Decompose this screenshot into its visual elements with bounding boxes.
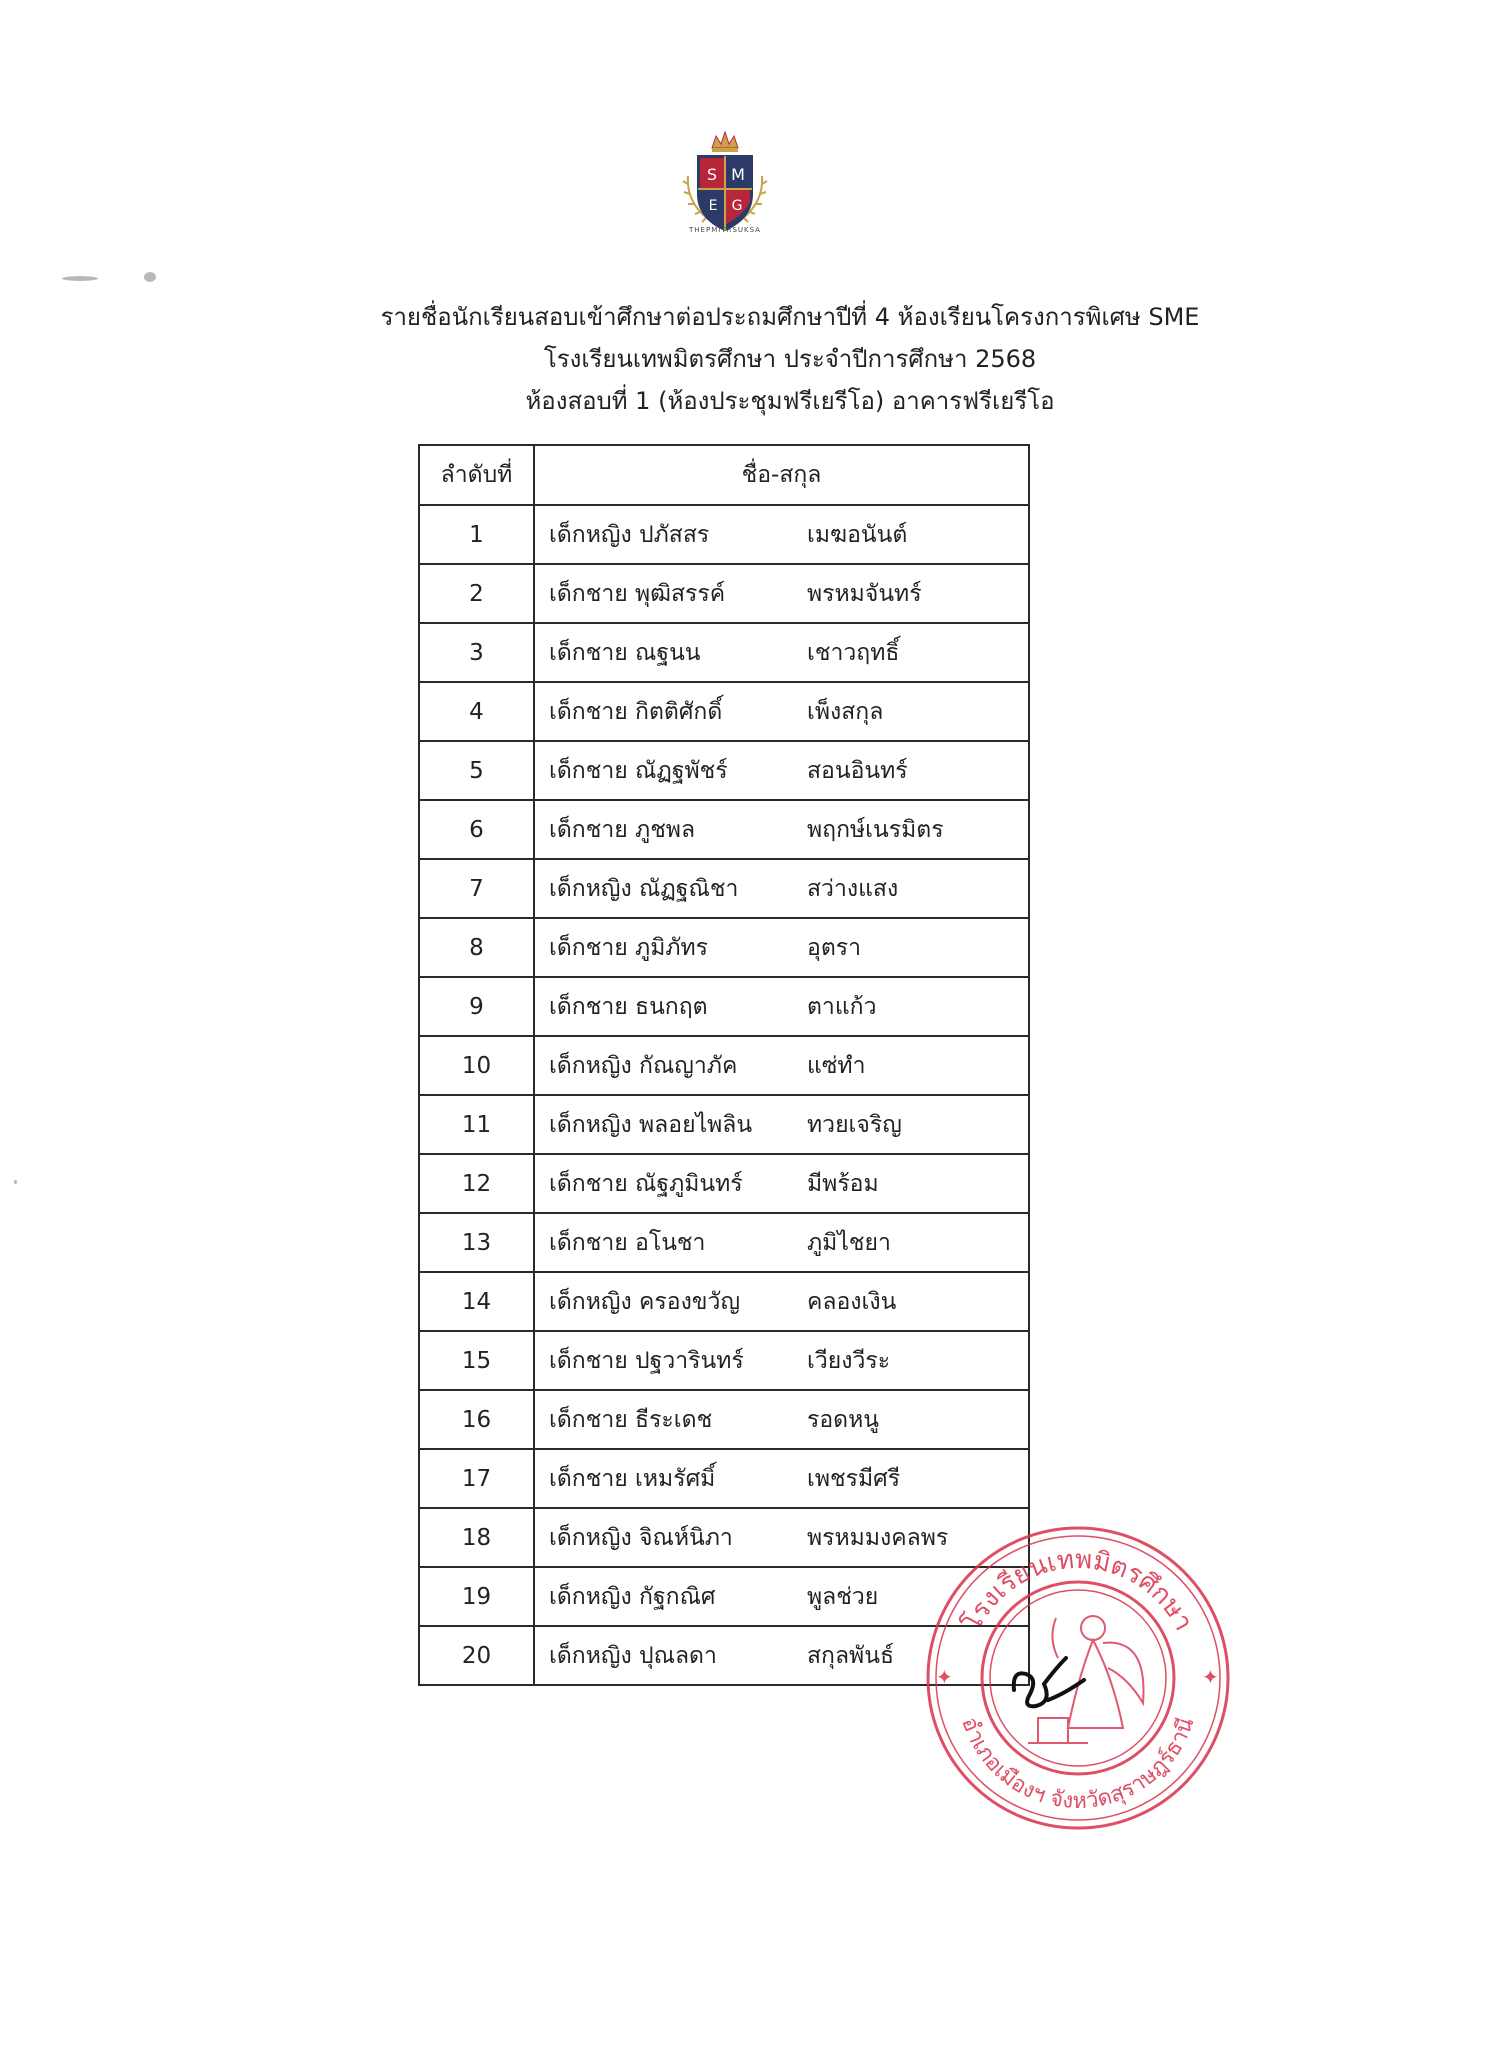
row-number: 11	[419, 1095, 534, 1154]
student-last-name: พูลช่วย	[807, 1583, 879, 1610]
student-first-name: เด็กชาย ธนกฤต	[549, 993, 708, 1020]
student-name-cell	[534, 918, 1029, 977]
table-row	[419, 918, 1029, 977]
table-row	[419, 505, 1029, 564]
student-first-name: เด็กชาย ณฐนน	[549, 639, 701, 666]
student-last-name: มีพร้อม	[807, 1170, 879, 1197]
table-row	[419, 1095, 1029, 1154]
student-name-cell	[534, 977, 1029, 1036]
seal-top-text: โรงเรียนเทพมิตรศึกษา	[957, 1544, 1199, 1636]
student-last-name: รอดหนู	[807, 1406, 879, 1433]
student-name-cell	[534, 1036, 1029, 1095]
student-name-cell	[534, 859, 1029, 918]
row-number: 17	[419, 1449, 534, 1508]
student-name-cell	[534, 682, 1029, 741]
seal-star-icon: ✦	[1202, 1665, 1219, 1689]
row-number: 9	[419, 977, 534, 1036]
student-last-name: สว่างแสง	[807, 875, 899, 902]
row-number: 18	[419, 1508, 534, 1567]
student-first-name: เด็กชาย อโนชา	[549, 1229, 706, 1256]
table-row	[419, 741, 1029, 800]
student-name-cell	[534, 505, 1029, 564]
student-first-name: เด็กหญิง จิณห์นิภา	[549, 1524, 733, 1551]
student-name-cell	[534, 1272, 1029, 1331]
logo-letter-s: S	[706, 165, 718, 184]
crown-icon	[712, 132, 738, 152]
table-row	[419, 1331, 1029, 1390]
scan-smudge	[14, 1180, 17, 1184]
student-roster-table	[418, 444, 1030, 1686]
student-last-name: พรหมมงคลพร	[807, 1524, 949, 1551]
student-first-name: เด็กชาย กิตติศักดิ์	[549, 698, 723, 725]
row-number: 15	[419, 1331, 534, 1390]
student-last-name: เพ็งสกุล	[807, 698, 884, 725]
logo-letter-m: M	[731, 165, 745, 184]
table-row	[419, 1036, 1029, 1095]
student-name-cell	[534, 1449, 1029, 1508]
row-number: 13	[419, 1213, 534, 1272]
student-last-name: อุตรา	[807, 934, 862, 961]
table-row	[419, 564, 1029, 623]
student-first-name: เด็กชาย พุฒิสรรค์	[549, 580, 726, 607]
row-number: 2	[419, 564, 534, 623]
student-first-name: เด็กชาย ณัฏฐพัชร์	[549, 757, 728, 784]
table-body	[419, 505, 1029, 1685]
column-header-number: ลำดับที่	[419, 445, 534, 505]
row-number: 12	[419, 1154, 534, 1213]
handwritten-signature	[1004, 1650, 1094, 1720]
logo-letter-g: G	[731, 198, 743, 214]
student-last-name: พรหมจันทร์	[807, 580, 922, 607]
seal-star-icon: ✦	[936, 1665, 953, 1689]
row-number: 1	[419, 505, 534, 564]
student-last-name: สกุลพันธ์	[807, 1642, 894, 1669]
header-line-3: ห้องสอบที่ 1 (ห้องประชุมฟรีเยรีโอ) อาคารฟรีเยรีโอ	[525, 387, 1055, 415]
student-first-name: เด็กหญิง กัฐกณิศ	[549, 1583, 716, 1610]
student-first-name: เด็กหญิง ปุณลดา	[549, 1642, 717, 1669]
column-header-name: ชื่อ-สกุล	[534, 445, 1029, 505]
student-last-name: เมฆอนันต์	[807, 521, 908, 548]
student-last-name: พฤกษ์เนรมิตร	[807, 816, 944, 843]
student-name-cell	[534, 564, 1029, 623]
logo-letter-e: E	[708, 198, 718, 214]
student-last-name: สอนอินทร์	[807, 757, 908, 784]
header-line-2: โรงเรียนเทพมิตรศึกษา ประจำปีการศึกษา 2568	[543, 345, 1037, 373]
student-first-name: เด็กหญิง ณัฏฐณิชา	[549, 875, 739, 902]
row-number: 7	[419, 859, 534, 918]
row-number: 19	[419, 1567, 534, 1626]
table-row	[419, 1390, 1029, 1449]
school-logo	[668, 126, 782, 242]
table-row	[419, 859, 1029, 918]
row-number: 16	[419, 1390, 534, 1449]
table-header-row	[419, 445, 1029, 505]
student-last-name: ทวยเจริญ	[807, 1111, 902, 1138]
seal-bottom-text: อำเภอเมืองฯ จังหวัดสุราษฎร์ธานี	[956, 1713, 1200, 1815]
table-row	[419, 1213, 1029, 1272]
table-row	[419, 1154, 1029, 1213]
student-last-name: ตาแก้ว	[807, 993, 877, 1020]
student-first-name: เด็กหญิง กัณญาภัค	[549, 1052, 738, 1079]
student-name-cell	[534, 741, 1029, 800]
row-number: 14	[419, 1272, 534, 1331]
logo-tagline: THEPMITRSUKSA	[689, 226, 761, 234]
student-name-cell	[534, 1213, 1029, 1272]
student-first-name: เด็กชาย ธีระเดช	[549, 1406, 713, 1433]
student-first-name: เด็กชาย เหมรัศมิ์	[549, 1465, 716, 1492]
header-line-1: รายชื่อนักเรียนสอบเข้าศึกษาต่อประถมศึกษาปีที่ 4 ห้องเรียนโครงการพิเศษ SME	[380, 303, 1200, 331]
student-name-cell	[534, 800, 1029, 859]
student-name-cell	[534, 1390, 1029, 1449]
student-name-cell	[534, 1331, 1029, 1390]
table-row	[419, 1449, 1029, 1508]
student-name-cell	[534, 623, 1029, 682]
student-last-name: เชาวฤทธิ์	[807, 639, 900, 666]
student-first-name: เด็กชาย ภูชพล	[549, 816, 696, 843]
table-row	[419, 1272, 1029, 1331]
student-last-name: ภูมิไชยา	[807, 1229, 891, 1256]
student-first-name: เด็กหญิง พลอยไพลิน	[549, 1111, 753, 1138]
table-row	[419, 623, 1029, 682]
student-first-name: เด็กชาย ภูมิภัทร	[549, 934, 709, 961]
scan-smudge	[62, 276, 98, 281]
student-first-name: เด็กชาย ณัฐภูมินทร์	[549, 1170, 743, 1197]
student-name-cell	[534, 1154, 1029, 1213]
student-name-cell	[534, 1095, 1029, 1154]
student-first-name: เด็กหญิง ครองขวัญ	[549, 1288, 741, 1315]
table-row	[419, 977, 1029, 1036]
document-header	[250, 296, 1330, 422]
row-number: 4	[419, 682, 534, 741]
scan-smudge	[144, 272, 156, 282]
student-first-name: เด็กชาย ปฐวารินทร์	[549, 1347, 744, 1374]
table-row	[419, 800, 1029, 859]
row-number: 20	[419, 1626, 534, 1685]
row-number: 8	[419, 918, 534, 977]
student-first-name: เด็กหญิง ปภัสสร	[549, 521, 710, 548]
row-number: 3	[419, 623, 534, 682]
table-row	[419, 682, 1029, 741]
student-last-name: เวียงวีระ	[807, 1347, 891, 1374]
row-number: 6	[419, 800, 534, 859]
student-last-name: คลองเงิน	[807, 1288, 897, 1315]
student-last-name: แซ่ทำ	[807, 1052, 866, 1079]
student-last-name: เพชรมีศรี	[807, 1465, 901, 1492]
row-number: 5	[419, 741, 534, 800]
row-number: 10	[419, 1036, 534, 1095]
